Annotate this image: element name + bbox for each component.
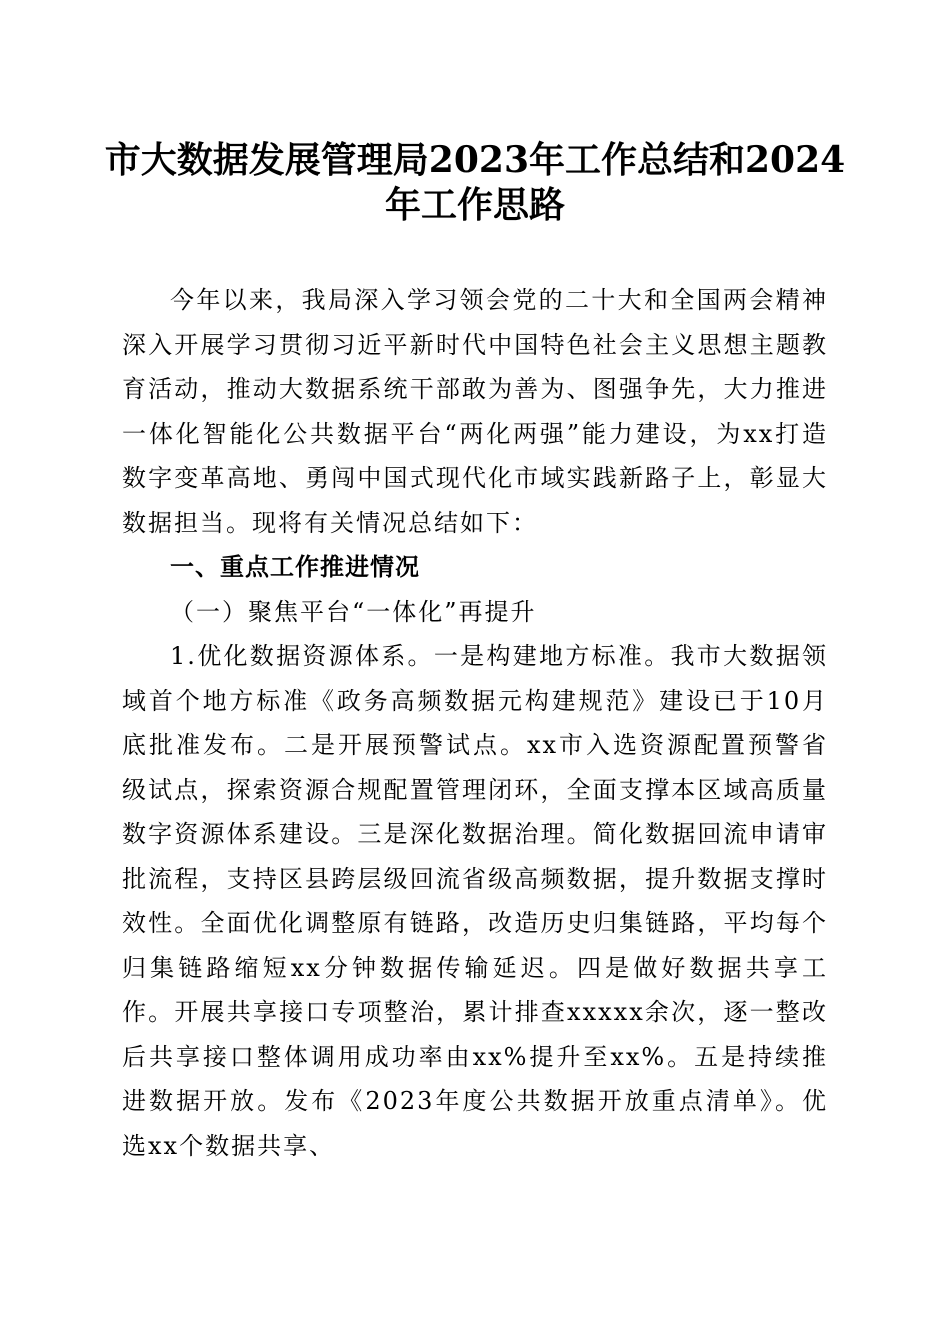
document-body	[122, 278, 828, 1168]
section-heading-1: 一、重点工作推进情况	[170, 553, 420, 581]
subsection-heading-1: （一）聚焦平台“一体化”再提升	[170, 597, 537, 626]
document-title	[100, 138, 850, 228]
title-line-2: 年工作思路	[384, 184, 565, 226]
title-line-1: 市大数据发展管理局2023年工作总结和2024	[104, 139, 846, 181]
item-paragraph-1: 1.优化数据资源体系。一是构建地方标准。我市大数据领域首个地方标准《政务高频数据元构建规范》建设已于10月底批准发布。二是开展预警试点。xx市入选资源配置预警省级试点，探索资源合规配置管理闭环，全面支撑本区域高质量数字资源体系建设。三是深化数据治理。简化数据回流申请审批流程，支持区县跨层级回流省级高频数据，提升数据支撑时效性。全面优化调整原有链路，改造历史归集链路，平均每个归集链路缩短xx分钟数据传输延迟。四是做好数据共享工作。开展共享接口专项整治，累计排查xxxxx余次，逐一整改后共享接口整体调用成功率由xx%提升至xx%。五是持续推进数据开放。发布《2023年度公共数据开放重点清单》。优选xx个数据共享、	[122, 642, 828, 1160]
intro-paragraph: 今年以来，我局深入学习领会党的二十大和全国两会精神深入开展学习贯彻习近平新时代中国特色社会主义思想主题教育活动，推动大数据系统干部敢为善为、图强争先，大力推进一体化智能化公共数据平台“两化两强”能力建设，为xx打造数字变革高地、勇闯中国式现代化市域实践新路子上，彰显大数据担当。现将有关情况总结如下：	[122, 286, 828, 537]
